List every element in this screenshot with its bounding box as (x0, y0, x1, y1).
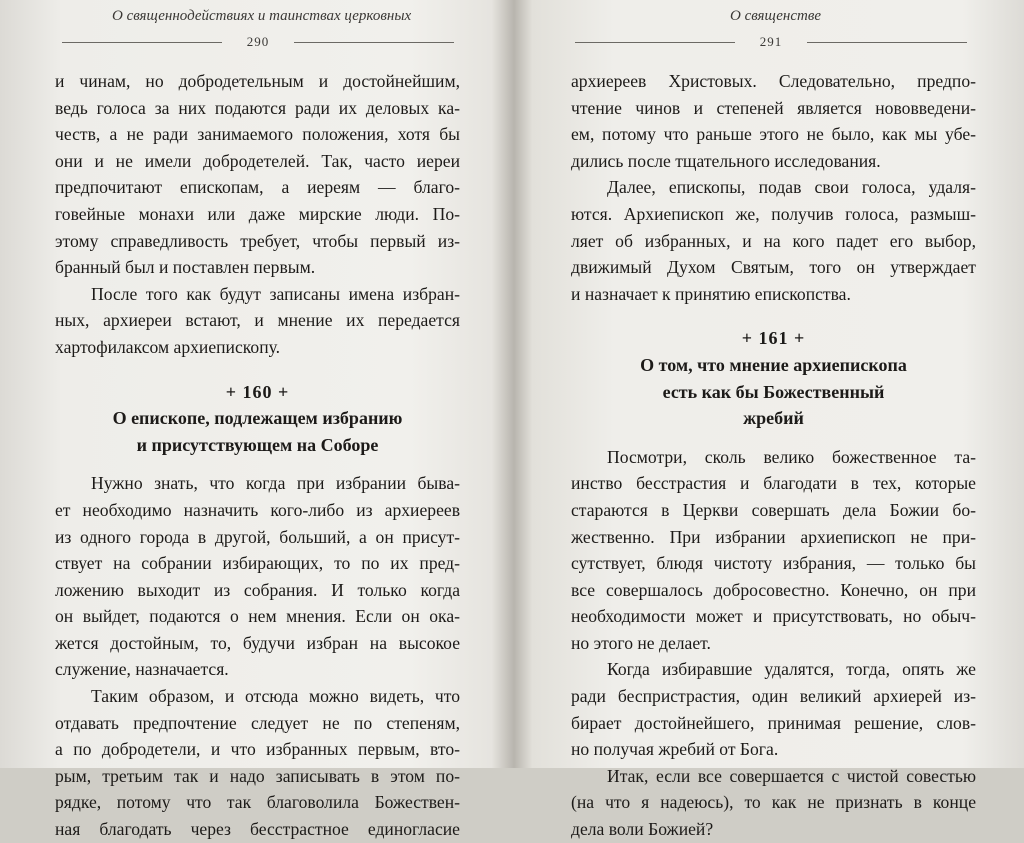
running-head: О священнодействиях и таинствах церковных (112, 8, 412, 24)
section-title: есть как бы Божественный (662, 381, 885, 402)
text-line: чтение чинов и степеней является нововведени- (571, 97, 976, 118)
text-line: и чинам, но добродетельным и достойнейшим, (55, 71, 460, 91)
text-line: ет необходимо назначить кого-либо из архиереев (55, 499, 460, 520)
section-number: + 161 + (741, 328, 806, 349)
folio-row (575, 34, 967, 50)
text-line: он выйдет, подаются о нем мнения. Если он ока- (55, 606, 460, 627)
section-title: жребий (743, 408, 804, 429)
text-line: служение, назначается. (55, 659, 229, 680)
text-line: архиереев Христовых. Следовательно, предпо- (571, 71, 976, 91)
text-line: ведь голоса за них подаются ради их деловых ка- (55, 97, 460, 118)
text-line: сутствует, блюдя чистоту избрания, — только бы (571, 553, 976, 574)
text-line: этому справедливость требует, чтобы первый из- (55, 230, 460, 251)
paragraph (55, 68, 460, 281)
section-gap (55, 361, 460, 379)
section-number: + 160 + (225, 381, 290, 402)
paragraph (55, 683, 460, 843)
paragraph (571, 68, 976, 174)
body-text (571, 68, 976, 843)
text-line: из одного города в другой, больший, а он присут- (55, 526, 460, 547)
text-line: дились после тщательного исследования. (571, 150, 881, 171)
paragraph (55, 470, 460, 683)
text-line: дела воли Божией? (571, 819, 714, 840)
text-line: говейные монахи или даже мирские люди. По- (55, 203, 460, 224)
text-line: стараются в Церкви совершать дела Божии бо- (571, 499, 976, 520)
text-line: хартофилаксом архиепископу. (55, 336, 281, 357)
section-title: О том, что мнение архиепископа (640, 354, 907, 375)
header-rule (294, 42, 454, 43)
text-line: бирает достойнейшего, принимая решение, слов- (571, 712, 976, 733)
text-line: жественно. При избрании архиепископ не при- (571, 526, 976, 547)
page-number: 291 (759, 34, 783, 49)
text-line: инство бесстрастия и благодати в тех, которые (571, 473, 976, 494)
text-line: ложению выходит из собрания. И только когда (55, 579, 460, 600)
text-line: и назначает к принятию епископства. (571, 283, 851, 304)
text-line: предпочитают епископам, а иереям — благо- (55, 177, 460, 198)
text-line: Итак, если все совершается с чистой совестью (607, 765, 976, 786)
text-line: ствует на собрании избирающих, то по их пред- (55, 553, 460, 574)
text-line: отдавать предпочтение следует не по степеням, (55, 712, 460, 733)
page-number: 290 (246, 34, 270, 49)
paragraph (571, 763, 976, 843)
text-line: ляет об избранных, и на кого падет его выбор, (571, 230, 976, 251)
text-line: они и не имели добродетелей. Так, часто иереи (55, 150, 460, 171)
text-line: Нужно знать, что когда при избрании быва- (91, 473, 460, 494)
text-line: ради беспристрастия, один великий архиерей из- (571, 686, 976, 707)
paragraph (571, 174, 976, 307)
text-line: бранный был и поставлен первым. (55, 257, 316, 278)
text-line: а по добродетели, и что избранных первым, вто- (55, 739, 460, 760)
text-line: Таким образом, и отсюда можно видеть, что (91, 686, 460, 707)
text-line: рым, третьим так и надо записывать в этом по- (55, 765, 460, 786)
text-line: ются. Архиепископ же, получив голоса, размыш- (571, 203, 976, 224)
text-line: ных, архиереи встают, и мнение их передается (55, 310, 460, 331)
section-title: и присутствующем на Соборе (136, 434, 379, 455)
text-line: но получая жребий от Бога. (571, 739, 779, 760)
header-rule (807, 42, 967, 43)
section-gap (571, 432, 976, 444)
running-head: О священстве (730, 8, 821, 24)
text-line: все совершалось добросовестно. Конечно, он при (571, 579, 976, 600)
left-page (0, 0, 512, 840)
text-line: Далее, епископы, подав свои голоса, удаля- (607, 177, 976, 198)
paragraph (55, 281, 460, 361)
text-line: необходимости может и присутствовать, но обыч- (571, 606, 976, 627)
text-line: движимый Духом Святым, того он утверждает (571, 257, 976, 278)
text-line: После того как будут записаны имена избран- (91, 283, 460, 304)
right-page (512, 0, 1024, 840)
text-line: честв, а не ради занимаемого положения, хотя бы (55, 124, 460, 145)
section-gap (55, 458, 460, 470)
text-line: рядке, потому что так благоволила Божествен- (55, 792, 460, 813)
body-text (55, 68, 460, 843)
paragraph (571, 656, 976, 762)
text-line: (на что я надеюсь), то как не признать в конце (571, 792, 976, 813)
text-line: жется достойным, то, будучи избран на высокое (55, 632, 460, 653)
text-line: ем, потому что раньше этого не было, как мы убе- (571, 124, 976, 145)
folio-row (62, 34, 454, 50)
paragraph (571, 444, 976, 657)
section-title: О епископе, подлежащем избранию (112, 408, 403, 429)
text-line: ная благодать через бесстрастное единогласие (55, 819, 460, 840)
section-gap (571, 307, 976, 325)
text-line: Посмотри, сколь велико божественное та- (607, 446, 976, 467)
text-line: Когда избиравшие удалятся, тогда, опять же (607, 659, 976, 680)
text-line: но этого не делает. (571, 632, 711, 653)
